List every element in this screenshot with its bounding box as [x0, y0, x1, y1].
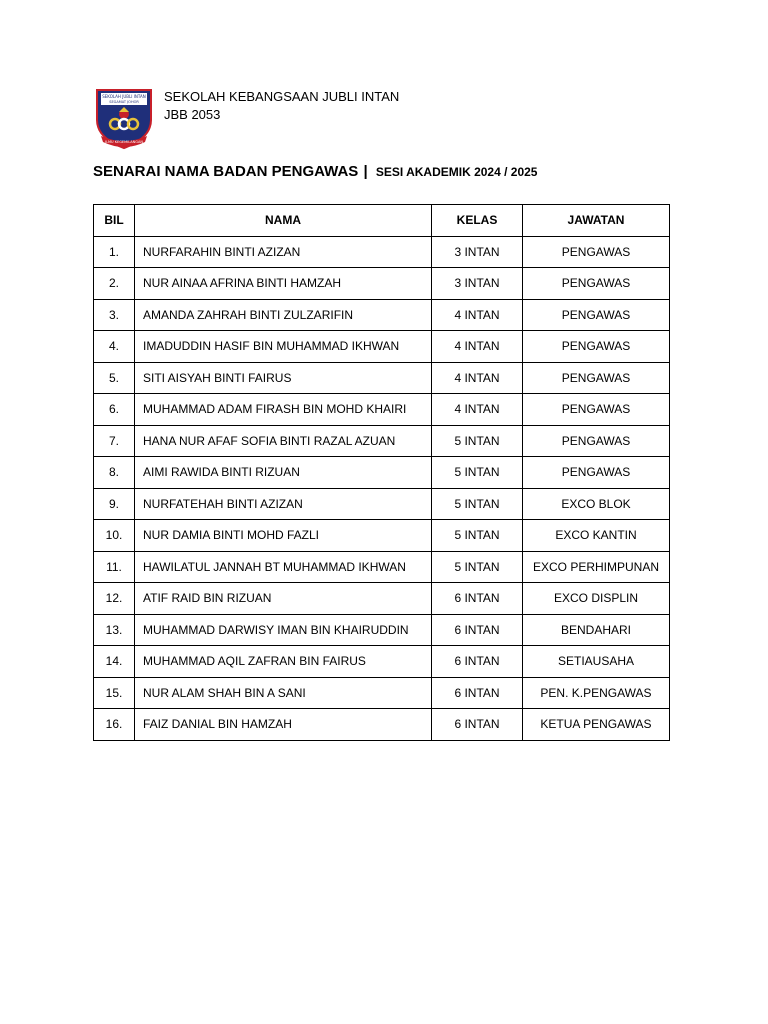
cell-kelas: 3 INTAN — [432, 236, 523, 268]
cell-kelas: 5 INTAN — [432, 457, 523, 489]
cell-bil: 10. — [94, 520, 135, 552]
table-row — [94, 331, 670, 363]
cell-bil: 12. — [94, 583, 135, 615]
title-main: SENARAI NAMA BADAN PENGAWAS — [93, 163, 359, 180]
cell-kelas: 6 INTAN — [432, 709, 523, 741]
svg-text:SEKOLAH JUBLI INTAN: SEKOLAH JUBLI INTAN — [102, 94, 146, 99]
svg-text:SEGAMAT JOHOR: SEGAMAT JOHOR — [109, 100, 139, 104]
cell-nama: AIMI RAWIDA BINTI RIZUAN — [135, 457, 432, 489]
cell-jawatan: PENGAWAS — [523, 236, 670, 268]
cell-kelas: 6 INTAN — [432, 583, 523, 615]
cell-bil: 4. — [94, 331, 135, 363]
cell-nama: MUHAMMAD ADAM FIRASH BIN MOHD KHAIRI — [135, 394, 432, 426]
cell-kelas: 4 INTAN — [432, 394, 523, 426]
cell-kelas: 5 INTAN — [432, 551, 523, 583]
table-row — [94, 457, 670, 489]
table-row — [94, 677, 670, 709]
cell-nama: AMANDA ZAHRAH BINTI ZULZARIFIN — [135, 299, 432, 331]
cell-bil: 1. — [94, 236, 135, 268]
cell-kelas: 6 INTAN — [432, 677, 523, 709]
cell-bil: 11. — [94, 551, 135, 583]
table-row — [94, 646, 670, 678]
cell-kelas: 6 INTAN — [432, 646, 523, 678]
cell-jawatan: PENGAWAS — [523, 394, 670, 426]
cell-jawatan: PENGAWAS — [523, 299, 670, 331]
cell-jawatan: PENGAWAS — [523, 268, 670, 300]
cell-bil: 14. — [94, 646, 135, 678]
header-bil: BIL — [94, 205, 135, 237]
cell-jawatan: PENGAWAS — [523, 362, 670, 394]
cell-nama: SITI AISYAH BINTI FAIRUS — [135, 362, 432, 394]
table-row — [94, 583, 670, 615]
cell-kelas: 3 INTAN — [432, 268, 523, 300]
cell-nama: FAIZ DANIAL BIN HAMZAH — [135, 709, 432, 741]
header-jawatan: JAWATAN — [523, 205, 670, 237]
cell-jawatan: SETIAUSAHA — [523, 646, 670, 678]
cell-nama: MUHAMMAD AQIL ZAFRAN BIN FAIRUS — [135, 646, 432, 678]
cell-kelas: 5 INTAN — [432, 425, 523, 457]
table-row — [94, 394, 670, 426]
school-code: JBB 2053 — [164, 107, 221, 122]
table-row — [94, 236, 670, 268]
cell-jawatan: EXCO PERHIMPUNAN — [523, 551, 670, 583]
cell-nama: MUHAMMAD DARWISY IMAN BIN KHAIRUDDIN — [135, 614, 432, 646]
header-nama: NAMA — [135, 205, 432, 237]
table-row — [94, 709, 670, 741]
cell-bil: 8. — [94, 457, 135, 489]
cell-kelas: 5 INTAN — [432, 520, 523, 552]
cell-bil: 6. — [94, 394, 135, 426]
cell-bil: 7. — [94, 425, 135, 457]
cell-bil: 16. — [94, 709, 135, 741]
table-row — [94, 520, 670, 552]
table-row — [94, 488, 670, 520]
cell-bil: 13. — [94, 614, 135, 646]
cell-bil: 5. — [94, 362, 135, 394]
cell-kelas: 6 INTAN — [432, 614, 523, 646]
table-row — [94, 299, 670, 331]
cell-nama: ATIF RAID BIN RIZUAN — [135, 583, 432, 615]
cell-nama: NURFARAHIN BINTI AZIZAN — [135, 236, 432, 268]
cell-nama: HAWILATUL JANNAH BT MUHAMMAD IKHWAN — [135, 551, 432, 583]
cell-jawatan: EXCO KANTIN — [523, 520, 670, 552]
table-row — [94, 268, 670, 300]
table-row — [94, 362, 670, 394]
table-row — [94, 425, 670, 457]
school-name: SEKOLAH KEBANGSAAN JUBLI INTAN — [164, 89, 400, 104]
cell-nama: NUR ALAM SHAH BIN A SANI — [135, 677, 432, 709]
cell-nama: NUR AINAA AFRINA BINTI HAMZAH — [135, 268, 432, 300]
cell-bil: 2. — [94, 268, 135, 300]
school-info — [164, 88, 399, 124]
cell-nama: HANA NUR AFAF SOFIA BINTI RAZAL AZUAN — [135, 425, 432, 457]
table-row — [94, 614, 670, 646]
cell-jawatan: PENGAWAS — [523, 457, 670, 489]
cell-nama: NUR DAMIA BINTI MOHD FAZLI — [135, 520, 432, 552]
title-session: SESI AKADEMIK 2024 / 2025 — [375, 165, 538, 179]
cell-jawatan: BENDAHARI — [523, 614, 670, 646]
cell-kelas: 5 INTAN — [432, 488, 523, 520]
cell-jawatan: PENGAWAS — [523, 331, 670, 363]
cell-nama: IMADUDDIN HASIF BIN MUHAMMAD IKHWAN — [135, 331, 432, 363]
table-row — [94, 551, 670, 583]
cell-kelas: 4 INTAN — [432, 362, 523, 394]
document-title — [93, 163, 537, 180]
cell-jawatan: EXCO DISPLIN — [523, 583, 670, 615]
prefects-table — [93, 204, 670, 741]
cell-bil: 3. — [94, 299, 135, 331]
cell-bil: 9. — [94, 488, 135, 520]
svg-text:ILMU KEGEMILANGAN: ILMU KEGEMILANGAN — [105, 140, 143, 144]
cell-jawatan: PEN. K.PENGAWAS — [523, 677, 670, 709]
cell-nama: NURFATEHAH BINTI AZIZAN — [135, 488, 432, 520]
cell-jawatan: PENGAWAS — [523, 425, 670, 457]
cell-kelas: 4 INTAN — [432, 331, 523, 363]
cell-kelas: 4 INTAN — [432, 299, 523, 331]
school-crest-logo — [93, 86, 155, 152]
header-kelas: KELAS — [432, 205, 523, 237]
table-header-row — [94, 205, 670, 237]
cell-jawatan: EXCO BLOK — [523, 488, 670, 520]
cell-jawatan: KETUA PENGAWAS — [523, 709, 670, 741]
title-separator: | — [363, 163, 368, 180]
cell-bil: 15. — [94, 677, 135, 709]
